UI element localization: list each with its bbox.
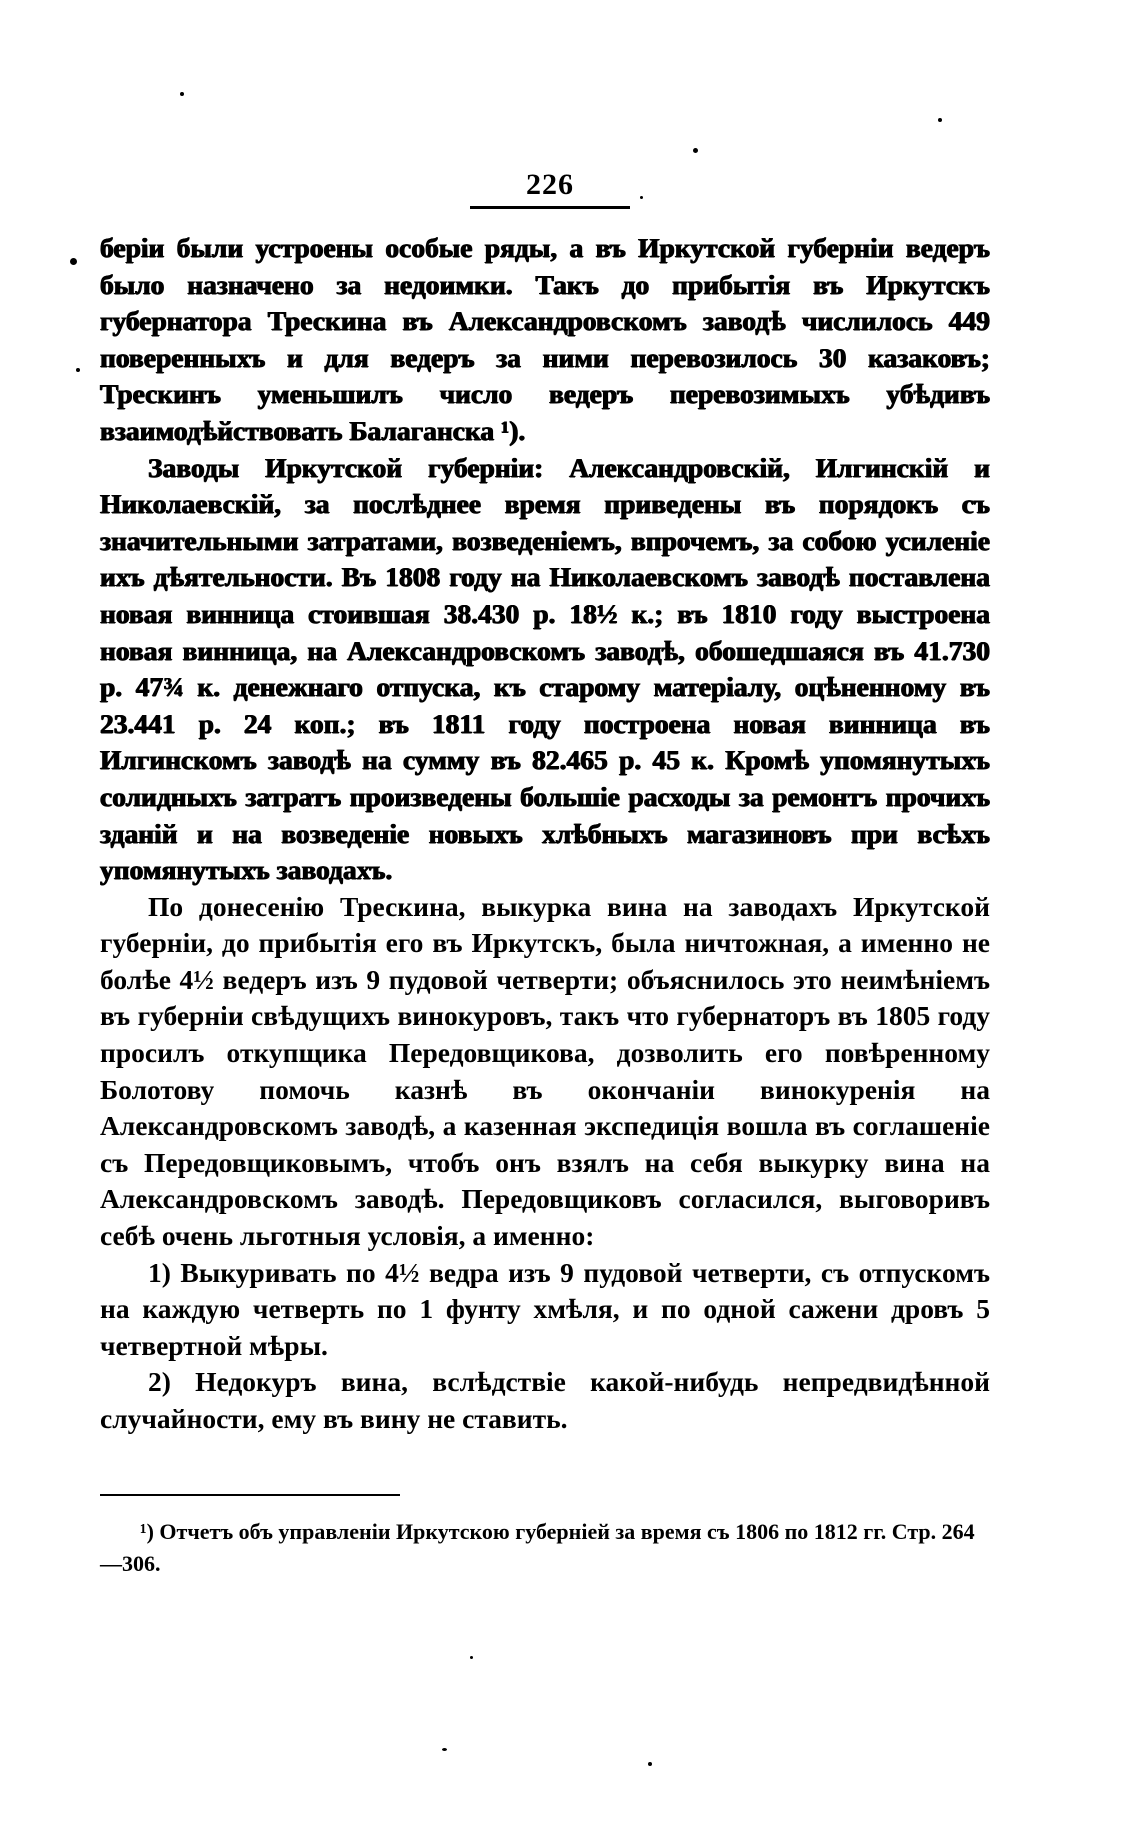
paragraph-1: беріи были устроены особые ряды, а въ Иркутской губерніи ведеръ было назначено за недоимки. Такъ до прибытія въ Иркутскъ губернатора Трескина въ Александровскомъ заводѣ числилось 449 поверенныхъ и для ведеръ за ними перевозилось 30 казаковъ; Трескинъ уменьшилъ число ведеръ перевозимыхъ убѣдивъ взаимодѣйствовать Балаганска ¹).	[100, 232, 990, 446]
paragraph-5: 2) Недокуръ вина, вслѣдствіе какой-нибудь непредвидѣнной случайности, ему въ вину не ставить.	[100, 1366, 990, 1434]
scan-speck	[470, 1656, 473, 1659]
paragraph-3: По донесенію Трескина, выкурка вина на заводахъ Иркутской губерніи, до прибытія его въ Иркутскъ, была ничтожная, а именно не болѣе 4½ ведеръ изъ 9 пудовой четверти; объяснилось это неимѣніемъ въ губерніи свѣдущихъ винокуровъ, такъ что губернаторъ въ 1805 году просилъ откупщика Передовщикова, дозволить его повѣренному Болотову помочь казнѣ въ окончаніи винокуренія на Александровскомъ заводѣ, а казенная экспедиція вошла въ соглашеніе съ Передовщиковымъ, чтобъ онъ взялъ на себя выкурку вина на Александровскомъ заводѣ. Передовщиковъ согласился, выговоривъ себѣ очень льготныя условія, а именно:	[100, 890, 990, 1252]
footnote	[100, 1516, 990, 1580]
scan-speck	[76, 368, 80, 372]
footnote-text: ¹) Отчетъ объ управленіи Иркутскою губерніей за время съ 1806 по 1812 гг. Стр. 264—306.	[100, 1519, 975, 1576]
scan-speck	[693, 148, 698, 153]
header-rule	[470, 206, 630, 209]
scan-speck	[70, 258, 77, 265]
scan-speck	[648, 1762, 652, 1766]
scan-speck	[180, 92, 184, 96]
scan-speck	[640, 196, 643, 199]
paragraph-2: Заводы Иркутской губерніи: Александровскій, Илгинскій и Николаевскій, за послѣднее время приведены въ порядокъ съ значительными затратами, возведеніемъ, впрочемъ, за собою усиленіе ихъ дѣятельности. Въ 1808 году на Николаевскомъ заводѣ поставлена новая винница стоившая 38.430 р. 18½ к.; въ 1810 году выстроена новая винница, на Александровскомъ заводѣ, обошедшаяся въ 41.730 р. 47¾ к. денежнаго отпуска, къ старому матеріалу, оцѣненному въ 23.441 р. 24 коп.; въ 1811 году построена новая винница въ Илгинскомъ заводѣ на сумму въ 82.465 р. 45 к. Кромѣ упомянутыхъ солидныхъ затратъ произведены большіе расходы за ремонтъ прочихъ зданій и на возведеніе новыхъ хлѣбныхъ магазиновъ при всѣхъ упомянутыхъ заводахъ.	[100, 451, 990, 886]
body-text	[100, 230, 990, 1438]
page-number: 226	[526, 168, 574, 201]
paragraph-4: 1) Выкуривать по 4½ ведра изъ 9 пудовой четверти, съ отпускомъ на каждую четверть по 1 фунту хмѣля, и по одной сажени дровъ 5 четвертной мѣры.	[100, 1256, 990, 1361]
scan-speck	[442, 1748, 447, 1751]
footnote-rule	[100, 1494, 400, 1496]
scan-speck	[938, 118, 942, 122]
